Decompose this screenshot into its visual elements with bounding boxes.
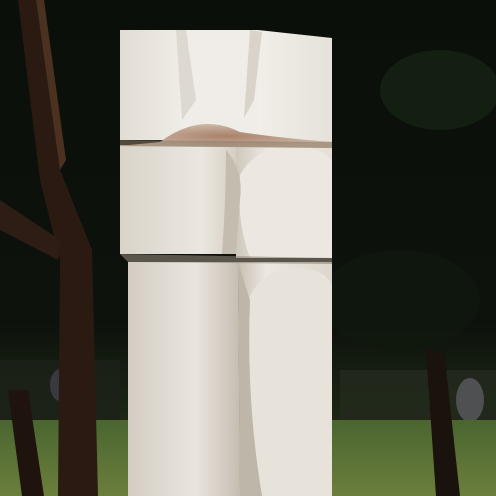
sculpture: [120, 30, 332, 496]
distant-figure: [456, 378, 484, 422]
top-block-left: [120, 30, 180, 140]
lower-block-left: [128, 262, 240, 496]
middle-rounded-lobe: [239, 146, 332, 258]
lower-rounded-lobe: [248, 268, 332, 496]
foliage-right: [380, 50, 496, 130]
middle-block-left: [120, 145, 236, 254]
foliage-right-low: [320, 250, 480, 350]
top-block-right: [258, 30, 332, 142]
